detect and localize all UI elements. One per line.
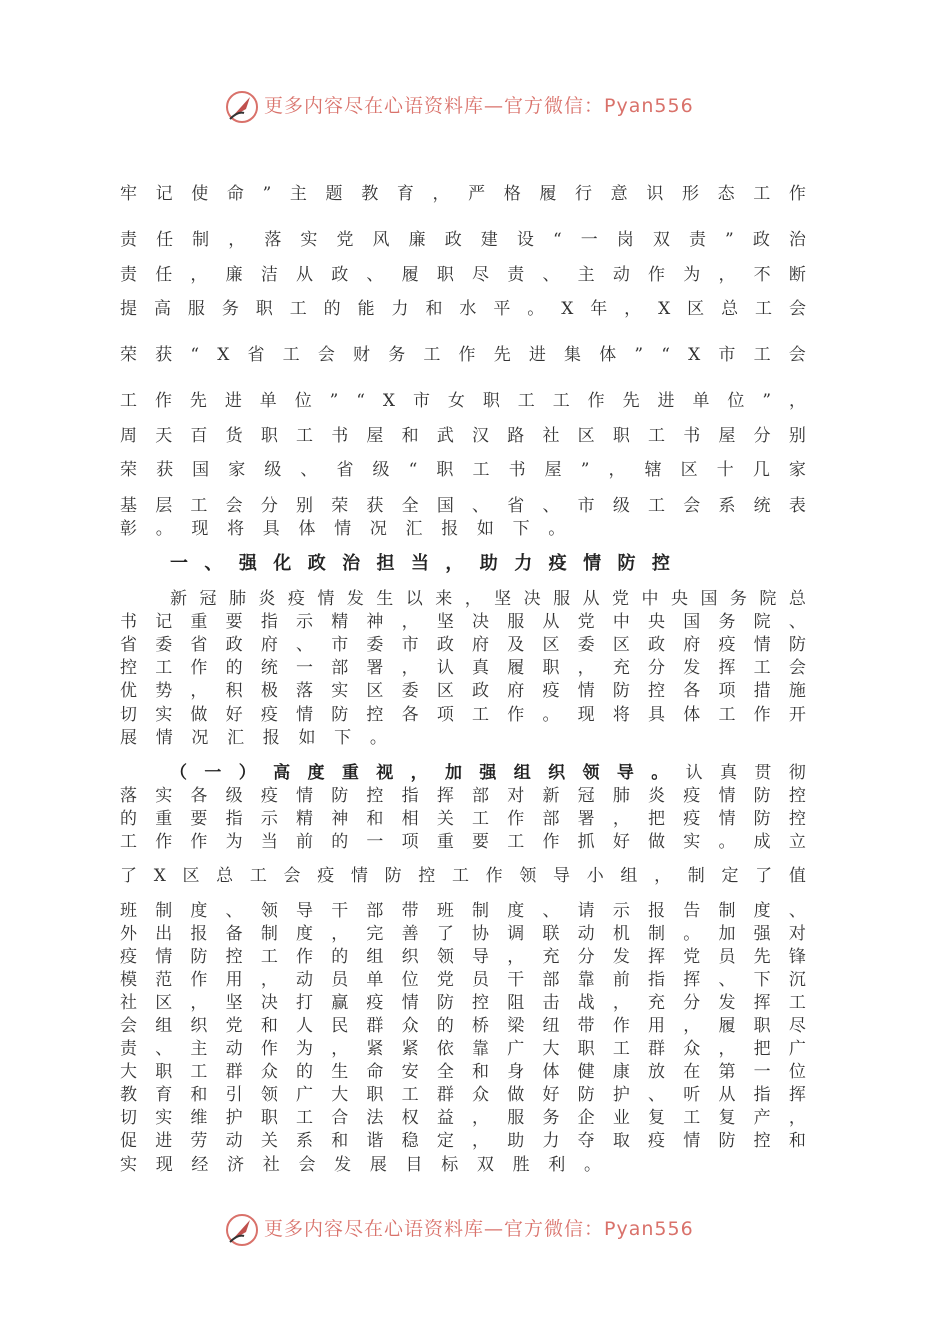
text-line: 责 任 ， 廉 洁 从 政 、 履 职 尽 责 、 主 动 作 为 ， 不 断 [120, 265, 806, 285]
text-line: 切 实 做 好 疫 情 防 控 各 项 工 作 。 现 将 具 体 工 作 开 [120, 705, 806, 725]
text-line: 模 范 作 用 ， 动 员 单 位 党 员 干 部 靠 前 指 挥 、 下 沉 [120, 970, 806, 990]
text-line: 促 进 劳 动 关 系 和 谐 稳 定 ， 助 力 夺 取 疫 情 防 控 和 [120, 1131, 806, 1151]
text-line: 彰 。 现 将 具 体 情 况 汇 报 如 下 。 [120, 519, 566, 539]
watermark-label: 更多内容尽在心语资料库—官方微信： [264, 1218, 605, 1240]
watermark-text [264, 1214, 694, 1241]
text-line: 书 记 重 要 指 示 精 神 ， 坚 决 服 从 党 中 央 国 务 院 、 [120, 612, 806, 632]
text-line: 荣 获 “ X 省 工 会 财 务 工 作 先 进 集 体 ” “ X 市 工 会 [120, 345, 806, 365]
text-line: 工 作 先 进 单 位 ” “ X 市 女 职 工 工 作 先 进 单 位 ” ， [120, 391, 806, 411]
text-line: 责 任 制 ， 落 实 党 风 廉 政 建 设 “ 一 岗 双 责 ” 政 治 [120, 230, 806, 250]
text-line: 大 职 工 群 众 的 生 命 安 全 和 身 体 健 康 放 在 第 一 位 [120, 1062, 806, 1082]
quill-logo-icon [224, 1212, 260, 1248]
text-line: 省 委 省 政 府 、 市 委 市 政 府 及 区 委 区 政 府 疫 情 防 [120, 635, 806, 655]
text-line: 外 出 报 备 制 度 ， 完 善 了 协 调 联 动 机 制 。 加 强 对 [120, 924, 806, 944]
text-line: 会 组 织 党 和 人 民 群 众 的 桥 梁 纽 带 作 用 ， 履 职 尽 [120, 1016, 806, 1036]
quill-logo-icon [224, 89, 260, 125]
text-line: 牢 记 使 命 ” 主 题 教 育 ， 严 格 履 行 意 识 形 态 工 作 [120, 184, 806, 204]
text-line: 工 作 作 为 当 前 的 一 项 重 要 工 作 抓 好 做 实 。 成 立 [120, 832, 806, 852]
text-line: 班 制 度 、 领 导 干 部 带 班 制 度 、 请 示 报 告 制 度 、 [120, 901, 806, 921]
watermark-text [264, 91, 694, 118]
watermark-wechat-id: Pyan556 [604, 95, 694, 117]
header-watermark [0, 87, 950, 127]
text-line: 落 实 各 级 疫 情 防 控 指 挥 部 对 新 冠 肺 炎 疫 情 防 控 [120, 786, 806, 806]
text-line: 荣 获 国 家 级 、 省 级 “ 职 工 书 屋 ” ， 辖 区 十 几 家 [120, 460, 806, 480]
text-line: 优 势 ， 积 极 落 实 区 委 区 政 府 疫 情 防 控 各 项 措 施 [120, 681, 806, 701]
text-line: 了 X 区 总 工 会 疫 情 防 控 工 作 领 导 小 组 ， 制 定 了 值 [120, 866, 806, 886]
text-line: 社 区 ， 坚 决 打 赢 疫 情 防 控 阻 击 战 ， 充 分 发 挥 工 [120, 993, 806, 1013]
watermark-label: 更多内容尽在心语资料库—官方微信： [264, 95, 605, 117]
watermark-wechat-id: Pyan556 [604, 1218, 694, 1240]
text-line: 教 育 和 引 领 广 大 职 工 群 众 做 好 防 护 、 听 从 指 挥 [120, 1085, 806, 1105]
section-heading: 一 、 强 化 政 治 担 当 ， 助 力 疫 情 防 控 [170, 553, 670, 574]
text-line: 控 工 作 的 统 一 部 署 ， 认 真 履 职 ， 充 分 发 挥 工 会 [120, 658, 806, 678]
text-line: 疫 情 防 控 工 作 的 组 织 领 导 ， 充 分 发 挥 党 员 先 锋 [120, 947, 806, 967]
footer-watermark [0, 1210, 950, 1250]
text-line: 的 重 要 指 示 精 神 和 相 关 工 作 部 署 ， 把 疫 情 防 控 [120, 809, 806, 829]
text-line: 基 层 工 会 分 别 荣 获 全 国 、 省 、 市 级 工 会 系 统 表 [120, 496, 806, 516]
text-line: 新 冠 肺 炎 疫 情 发 生 以 来 ， 坚 决 服 从 党 中 央 国 务 院 总 [170, 589, 806, 609]
text-line: 周 天 百 货 职 工 书 屋 和 武 汉 路 社 区 职 工 书 屋 分 别 [120, 426, 806, 446]
text-line: 切 实 维 护 职 工 合 法 权 益 ， 服 务 企 业 复 工 复 产 ， [120, 1108, 806, 1128]
text-line: （ 一 ） 高 度 重 视 ， 加 强 组 织 领 导 。 认 真 贯 彻 [170, 763, 806, 783]
text-line: 责 、 主 动 作 为 ， 紧 紧 依 靠 广 大 职 工 群 众 ， 把 广 [120, 1039, 806, 1059]
text-line: 提 高 服 务 职 工 的 能 力 和 水 平 。 X 年 ， X 区 总 工 会 [120, 299, 806, 319]
text-line: 实 现 经 济 社 会 发 展 目 标 双 胜 利 。 [120, 1155, 601, 1175]
text-line: 展 情 况 汇 报 如 下 。 [120, 728, 387, 748]
